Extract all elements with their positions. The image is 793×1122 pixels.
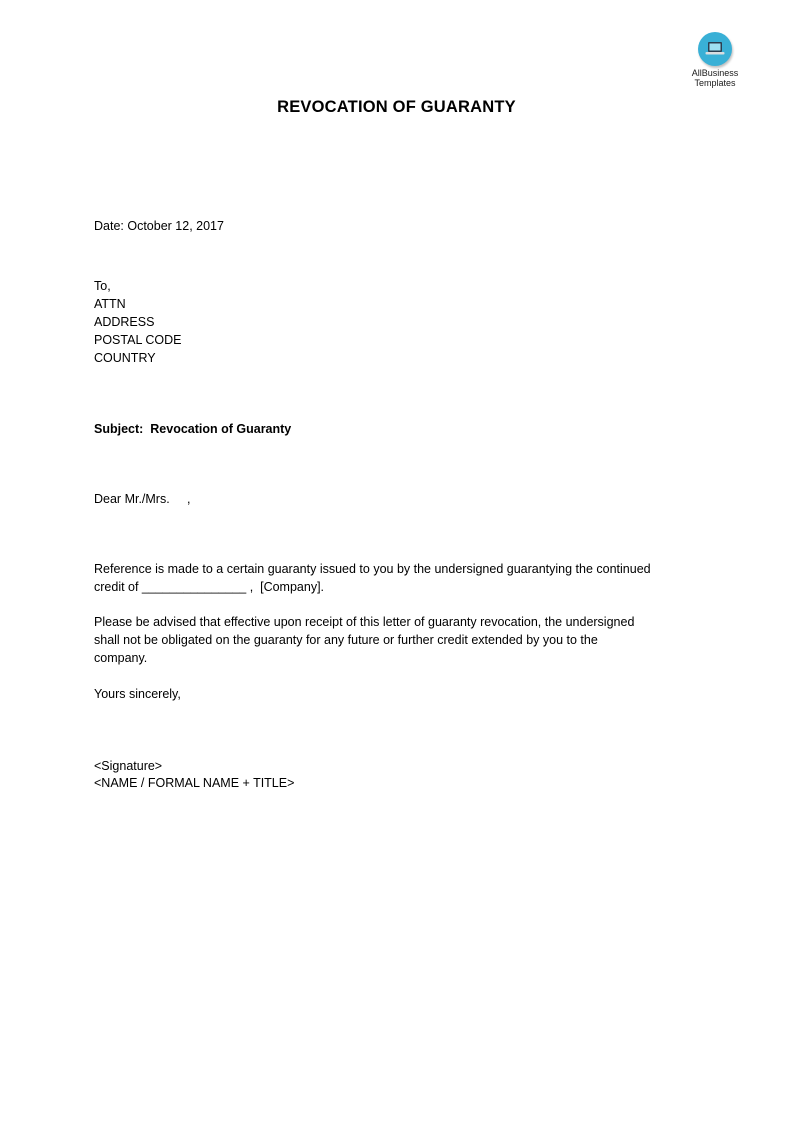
brand-logo bbox=[684, 32, 746, 88]
address-to: To, bbox=[94, 279, 111, 293]
address-postal-code: POSTAL CODE bbox=[94, 333, 182, 347]
date-line: Date: October 12, 2017 bbox=[94, 219, 224, 233]
salutation: Dear Mr./Mrs. , bbox=[94, 492, 191, 506]
subject-label: Subject: bbox=[94, 422, 144, 436]
closing: Yours sincerely, bbox=[94, 687, 181, 701]
logo-text-line2: Templates bbox=[694, 78, 736, 88]
address-line: ADDRESS bbox=[94, 315, 155, 329]
laptop-icon bbox=[698, 32, 732, 66]
page-title: REVOCATION OF GUARANTY bbox=[277, 98, 516, 116]
address-country: COUNTRY bbox=[94, 351, 156, 365]
address-attn: ATTN bbox=[94, 297, 126, 311]
subject-text: Revocation of Guaranty bbox=[150, 422, 292, 436]
logo-text-line1: AllBusiness bbox=[691, 68, 739, 78]
body-para2-line1: Please be advised that effective upon receipt of this letter of guaranty revocation, the undersigned bbox=[94, 615, 635, 629]
body-para2-line3: company. bbox=[94, 651, 148, 665]
subject-line bbox=[94, 420, 291, 438]
signature-placeholder: <Signature> bbox=[94, 759, 163, 773]
body-para1-line1: Reference is made to a certain guaranty issued to you by the undersigned guarantying the continued bbox=[94, 562, 651, 576]
body-para1-line2: credit of _______________ , [Company]. bbox=[94, 580, 325, 594]
name-title-placeholder: <NAME / FORMAL NAME + TITLE> bbox=[94, 776, 295, 790]
body-para2-line2: shall not be obligated on the guaranty for any future or further credit extended by you to the bbox=[94, 633, 598, 647]
